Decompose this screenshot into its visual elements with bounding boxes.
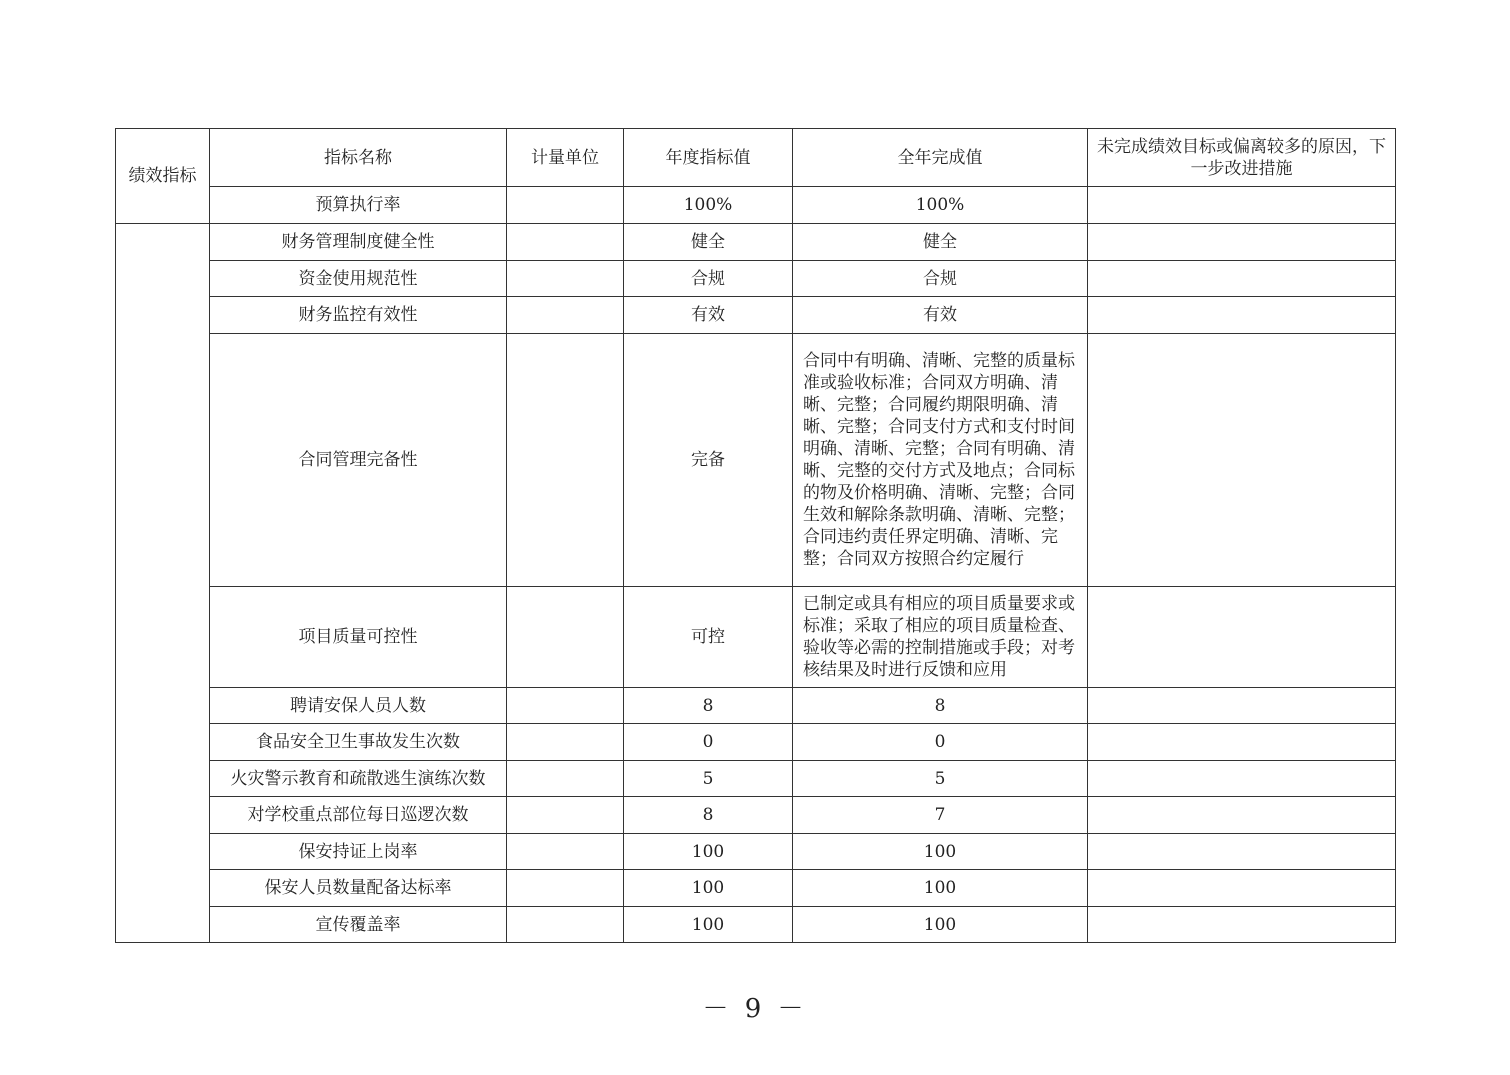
table-header-row xyxy=(116,129,1396,187)
actual-cell: 健全 xyxy=(793,224,1088,261)
unit-cell xyxy=(507,261,624,297)
note-cell xyxy=(1088,761,1396,797)
indicator-name: 聘请安保人员人数 xyxy=(210,688,507,724)
table-row xyxy=(116,797,1396,834)
unit-cell xyxy=(507,870,624,907)
header-annual-target: 年度指标值 xyxy=(624,129,793,187)
table-row xyxy=(116,587,1396,688)
header-indicator-name: 指标名称 xyxy=(210,129,507,187)
unit-cell xyxy=(507,688,624,724)
unit-cell xyxy=(507,297,624,334)
table-row xyxy=(116,297,1396,334)
indicator-name: 预算执行率 xyxy=(210,187,507,224)
target-cell: 8 xyxy=(624,797,793,834)
unit-cell xyxy=(507,907,624,943)
note-cell xyxy=(1088,870,1396,907)
target-cell: 健全 xyxy=(624,224,793,261)
target-cell: 100% xyxy=(624,187,793,224)
actual-cell: 5 xyxy=(793,761,1088,797)
table-row xyxy=(116,907,1396,943)
indicator-name: 保安人员数量配备达标率 xyxy=(210,870,507,907)
table-row xyxy=(116,224,1396,261)
target-cell: 8 xyxy=(624,688,793,724)
target-cell: 5 xyxy=(624,761,793,797)
unit-cell xyxy=(507,761,624,797)
actual-cell: 100 xyxy=(793,907,1088,943)
indicator-name: 合同管理完备性 xyxy=(210,334,507,587)
table-row xyxy=(116,688,1396,724)
indicator-name: 宣传覆盖率 xyxy=(210,907,507,943)
indicator-name: 食品安全卫生事故发生次数 xyxy=(210,724,507,761)
note-cell xyxy=(1088,187,1396,224)
target-cell: 合规 xyxy=(624,261,793,297)
table-row xyxy=(116,834,1396,870)
actual-cell: 100 xyxy=(793,870,1088,907)
table-row xyxy=(116,187,1396,224)
target-cell: 100 xyxy=(624,834,793,870)
actual-cell: 0 xyxy=(793,724,1088,761)
note-cell xyxy=(1088,907,1396,943)
indicator-name: 财务管理制度健全性 xyxy=(210,224,507,261)
table-row xyxy=(116,334,1396,587)
actual-cell: 有效 xyxy=(793,297,1088,334)
target-cell: 有效 xyxy=(624,297,793,334)
indicator-name: 资金使用规范性 xyxy=(210,261,507,297)
target-cell: 100 xyxy=(624,870,793,907)
actual-cell: 100% xyxy=(793,187,1088,224)
unit-cell xyxy=(507,834,624,870)
note-cell xyxy=(1088,724,1396,761)
header-deviation-reason: 未完成绩效目标或偏离较多的原因，下一步改进措施 xyxy=(1088,129,1396,187)
table-row xyxy=(116,724,1396,761)
unit-cell xyxy=(507,797,624,834)
unit-cell xyxy=(507,187,624,224)
note-cell xyxy=(1088,297,1396,334)
category-cell: 绩效指标 xyxy=(116,129,210,224)
target-cell: 100 xyxy=(624,907,793,943)
unit-cell xyxy=(507,334,624,587)
indicator-name: 保安持证上岗率 xyxy=(210,834,507,870)
unit-cell xyxy=(507,224,624,261)
target-cell: 完备 xyxy=(624,334,793,587)
actual-cell: 已制定或具有相应的项目质量要求或标准；采取了相应的项目质量检查、验收等必需的控制措施或手段；对考核结果及时进行反馈和应用 xyxy=(793,587,1088,688)
actual-cell: 合规 xyxy=(793,261,1088,297)
indicator-name: 对学校重点部位每日巡逻次数 xyxy=(210,797,507,834)
note-cell xyxy=(1088,688,1396,724)
indicator-name: 火灾警示教育和疏散逃生演练次数 xyxy=(210,761,507,797)
table-row xyxy=(116,870,1396,907)
unit-cell xyxy=(507,587,624,688)
header-annual-actual: 全年完成值 xyxy=(793,129,1088,187)
indicator-name: 项目质量可控性 xyxy=(210,587,507,688)
table-row xyxy=(116,261,1396,297)
target-cell: 0 xyxy=(624,724,793,761)
page-number: － 9 － xyxy=(702,994,808,1024)
note-cell xyxy=(1088,224,1396,261)
table-row xyxy=(116,761,1396,797)
note-cell xyxy=(1088,587,1396,688)
category-group-cell xyxy=(116,224,210,943)
note-cell xyxy=(1088,334,1396,587)
indicator-name: 财务监控有效性 xyxy=(210,297,507,334)
target-cell: 可控 xyxy=(624,587,793,688)
performance-table xyxy=(115,128,1396,943)
note-cell xyxy=(1088,834,1396,870)
header-unit: 计量单位 xyxy=(507,129,624,187)
note-cell xyxy=(1088,261,1396,297)
actual-cell: 7 xyxy=(793,797,1088,834)
actual-cell: 100 xyxy=(793,834,1088,870)
actual-cell: 合同中有明确、清晰、完整的质量标准或验收标准；合同双方明确、清晰、完整；合同履约期限明确、清晰、完整；合同支付方式和支付时间明确、清晰、完整；合同有明确、清晰、完整的交付方式及地点；合同标的物及价格明确、清晰、完整；合同生效和解除条款明确、清晰、完整；合同违约责任界定明确、清晰、完整；合同双方按照合约定履行 xyxy=(793,334,1088,587)
unit-cell xyxy=(507,724,624,761)
actual-cell: 8 xyxy=(793,688,1088,724)
note-cell xyxy=(1088,797,1396,834)
